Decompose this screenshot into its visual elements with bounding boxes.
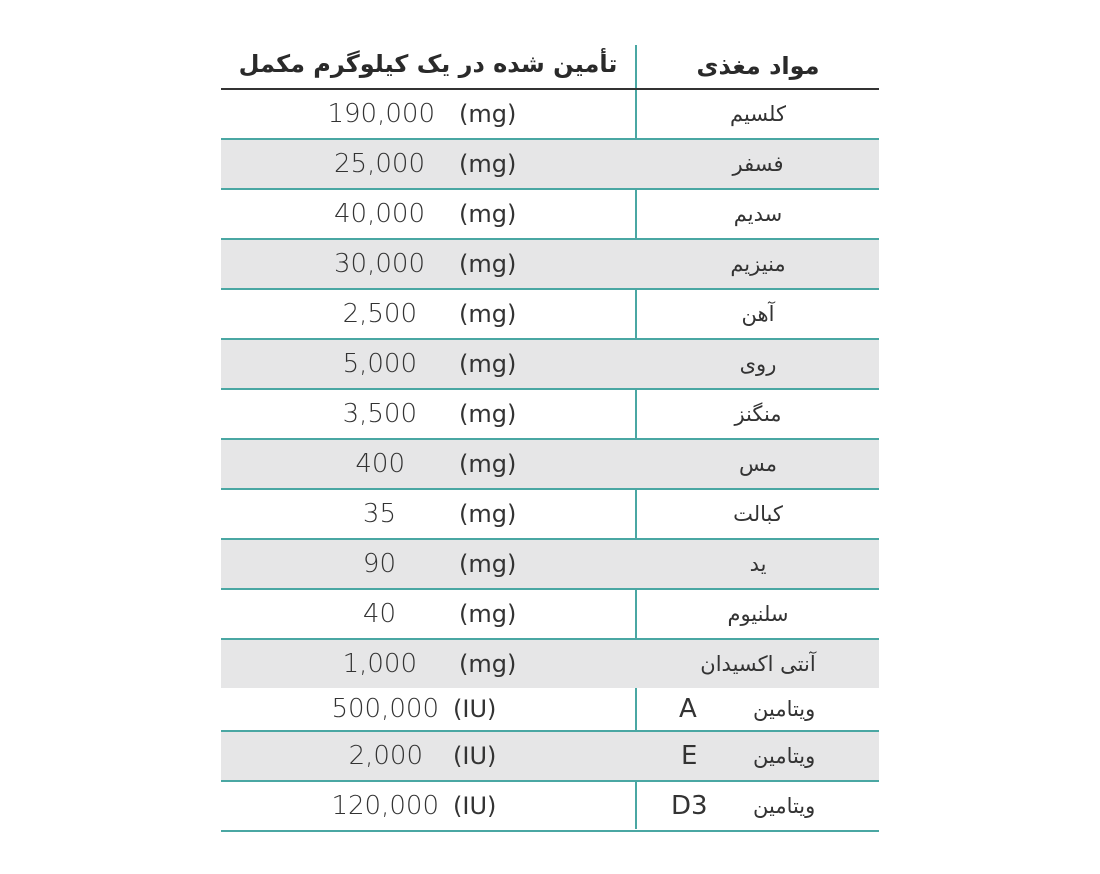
amount-value: 120,000 [331,791,439,821]
table-row [221,190,879,240]
amount-unit: (mg) [459,350,517,378]
amount-unit: (mg) [459,150,517,178]
amount-value: 500,000 [331,694,439,724]
nutrient-name: فسفر [732,152,784,176]
amount-value: 2,500 [342,299,417,329]
nutrient-name: سدیم [733,202,783,226]
amount-value: 40,000 [334,199,425,229]
vitamin-word: ویتامین [753,794,816,818]
table-row [221,390,879,440]
amount-unit: (IU) [453,792,497,820]
amount-unit: (mg) [459,650,517,678]
amount-unit: (mg) [459,250,517,278]
header-amount: تأمین شده در یک کیلوگرم مکمل [238,50,618,78]
table-row [221,590,879,640]
table-row [221,290,879,340]
nutrient-name: روی [739,352,777,376]
amount-unit: (mg) [459,450,517,478]
nutrient-name: آنتی اکسیدان [700,652,816,676]
table-row [221,340,879,390]
nutrient-table [221,40,879,832]
table-row [221,782,879,832]
amount-value: 25,000 [334,149,425,179]
table-row [221,490,879,540]
amount-unit: (IU) [453,742,497,770]
vitamin-word: ویتامین [753,744,816,768]
amount-unit: (mg) [459,550,517,578]
nutrient-name: کلسیم [730,102,786,126]
amount-unit: (mg) [459,200,517,228]
table-row [221,640,879,688]
nutrient-name: منگنز [734,402,782,426]
amount-value: 40 [362,599,396,629]
amount-unit: (mg) [459,500,517,528]
amount-value: 3,500 [342,399,417,429]
nutrient-name: ید [749,552,767,576]
table-row [221,140,879,190]
amount-value: 190,000 [327,99,435,129]
amount-value: 30,000 [334,249,425,279]
table-row [221,90,879,140]
amount-unit: (mg) [459,100,517,128]
amount-unit: (mg) [459,300,517,328]
table-row [221,540,879,590]
nutrient-name: مس [738,452,778,476]
table-row [221,240,879,290]
vitamin-letter: A [679,694,697,724]
amount-value: 5,000 [342,349,417,379]
table-row [221,688,879,732]
table-header [221,40,879,90]
amount-unit: (IU) [453,695,497,723]
amount-value: 2,000 [348,741,423,771]
table-row [221,440,879,490]
amount-unit: (mg) [459,600,517,628]
nutrient-name: کبالت [733,502,783,526]
table-row [221,732,879,782]
amount-unit: (mg) [459,400,517,428]
amount-value: 35 [362,499,396,529]
amount-value: 90 [362,549,396,579]
nutrient-name: منیزیم [730,252,786,276]
vitamin-letter: E [681,741,698,771]
vitamin-word: ویتامین [753,697,816,721]
nutrient-name: آهن [741,302,775,326]
amount-value: 1,000 [342,649,417,679]
nutrient-name: سلنیوم [727,602,789,626]
amount-value: 400 [355,449,405,479]
header-nutrient: مواد مغذی [696,52,820,80]
vitamin-letter: D3 [671,791,708,821]
